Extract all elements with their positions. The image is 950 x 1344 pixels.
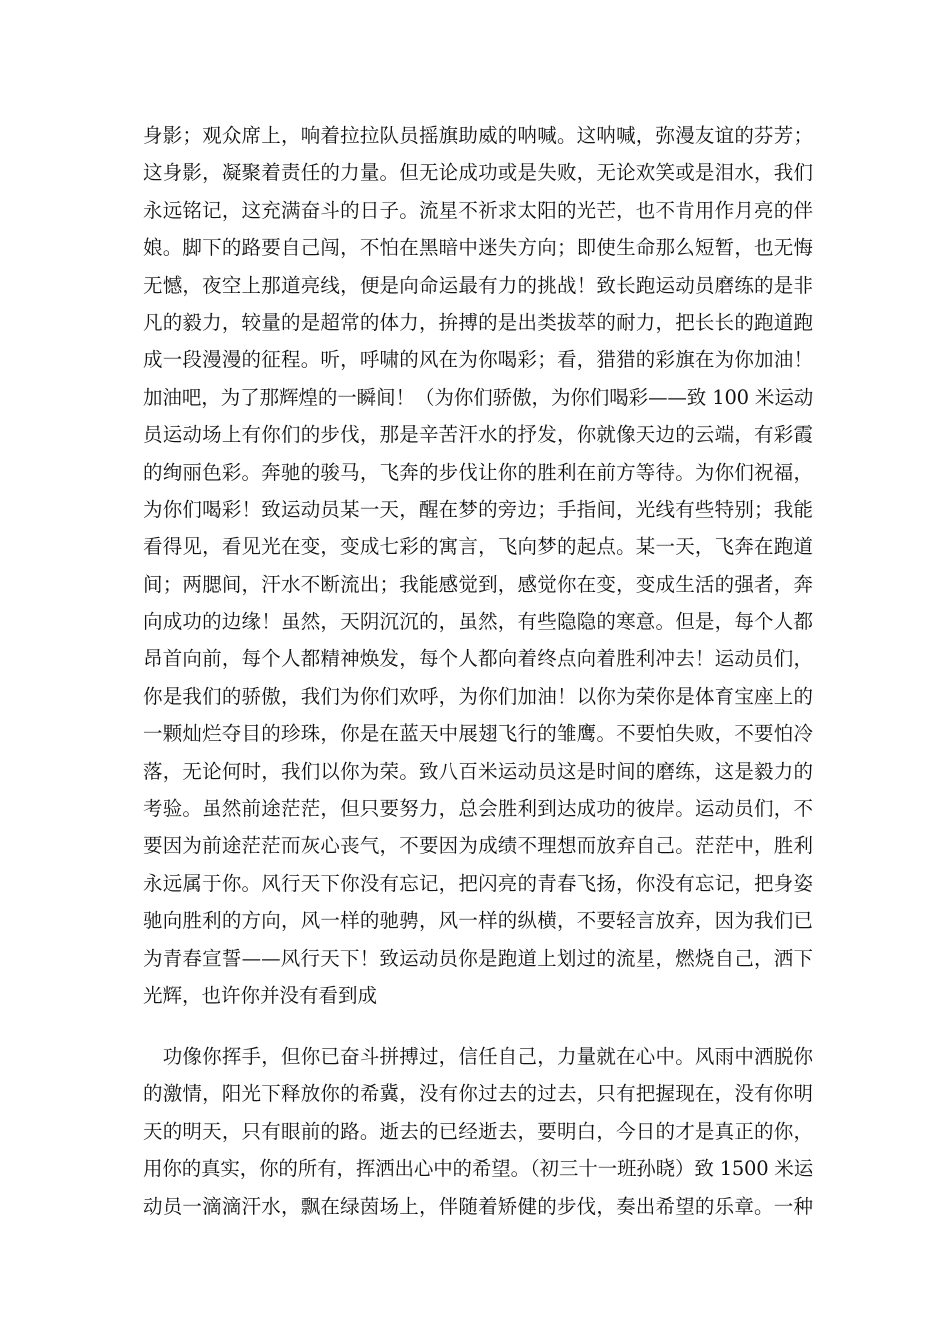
text-line: 永远属于你。风行天下你没有忘记，把闪亮的青春飞扬，你没有忘记，把身姿 [143, 871, 813, 895]
text-line: 你是我们的骄傲，我们为你们欢呼，为你们加油！以你为荣你是体育宝座上的 [143, 684, 813, 708]
text-line: 落，无论何时，我们以你为荣。致八百米运动员这是时间的磨练，这是毅力的 [143, 759, 813, 783]
text-line: 永远铭记，这充满奋斗的日子。流星不祈求太阳的光芒，也不肯用作月亮的伴 [143, 198, 813, 222]
text-line: 向成功的边缘！虽然，天阴沉沉的，虽然，有些隐隐的寒意。但是，每个人都 [143, 610, 813, 634]
text-line: 考验。虽然前途茫茫，但只要努力，总会胜利到达成功的彼岸。运动员们，不 [143, 797, 813, 821]
text-line: 要因为前途茫茫而灰心丧气，不要因为成绩不理想而放弃自己。茫茫中，胜利 [143, 834, 813, 858]
text-line: 为你们喝彩！致运动员某一天，醒在梦的旁边；手指间，光线有些特别；我能 [143, 497, 813, 521]
text-line: 员运动场上有你们的步伐，那是辛苦汗水的抒发，你就像天边的云端，有彩霞 [143, 423, 813, 447]
text-line: 无憾，夜空上那道亮线，便是向命运最有力的挑战！致长跑运动员磨练的是非 [143, 273, 813, 297]
text-line: 用你的真实，你的所有，挥洒出心中的希望。（初三十一班孙晓）致 1500 米运 [143, 1157, 813, 1181]
text-line: 天的明天，只有眼前的路。逝去的已经逝去，要明白，今日的才是真正的你， [143, 1119, 813, 1143]
text-line: 光辉，也许你并没有看到成 [143, 983, 378, 1007]
text-line: 的绚丽色彩。奔驰的骏马，飞奔的步伐让你的胜利在前方等待。为你们祝福， [143, 460, 813, 484]
text-line: 间；两腮间，汗水不断流出；我能感觉到，感觉你在变，变成生活的强者，奔 [143, 572, 813, 596]
text-line: 一颗灿烂夺目的珍珠，你是在蓝天中展翅飞行的雏鹰。不要怕失败，不要怕冷 [143, 722, 813, 746]
paragraph-1 [143, 117, 813, 1014]
text-line: 的激情，阳光下释放你的希冀，没有你过去的过去，只有把握现在，没有你明 [143, 1082, 813, 1106]
paragraph-2 [143, 1038, 813, 1225]
text-line: 身影；观众席上，响着拉拉队员摇旗助威的呐喊。这呐喊，弥漫友谊的芬芳； [143, 124, 813, 147]
text-line: 成一段漫漫的征程。听，呼啸的风在为你喝彩；看，猎猎的彩旗在为你加油！ [143, 348, 813, 372]
text-line: 动员一滴滴汗水，飘在绿茵场上，伴随着矫健的步伐，奏出希望的乐章。一种 [143, 1194, 813, 1218]
text-line: 看得见，看见光在变，变成七彩的寓言，飞向梦的起点。某一天，飞奔在跑道 [143, 535, 813, 559]
text-line: 为青春宣誓——风行天下！致运动员你是跑道上划过的流星，燃烧自己，洒下 [143, 946, 813, 970]
text-line: 凡的毅力，较量的是超常的体力，拚搏的是出类拔萃的耐力，把长长的跑道跑 [143, 310, 813, 334]
text-line: 昂首向前，每个人都精神焕发，每个人都向着终点向着胜利冲去！运动员们， [143, 647, 813, 671]
text-line: 功像你挥手，但你已奋斗拼搏过，信任自己，力量就在心中。风雨中洒脱你 [143, 1045, 813, 1068]
text-line: 这身影，凝聚着责任的力量。但无论成功或是失败，无论欢笑或是泪水，我们 [143, 161, 813, 185]
text-line: 驰向胜利的方向，风一样的驰骋，风一样的纵横，不要轻言放弃，因为我们已 [143, 909, 813, 933]
text-line: 加油吧，为了那辉煌的一瞬间！（为你们骄傲，为你们喝彩——致 100 米运动 [143, 385, 813, 409]
text-line: 娘。脚下的路要自己闯，不怕在黑暗中迷失方向；即使生命那么短暂，也无悔 [143, 236, 813, 260]
